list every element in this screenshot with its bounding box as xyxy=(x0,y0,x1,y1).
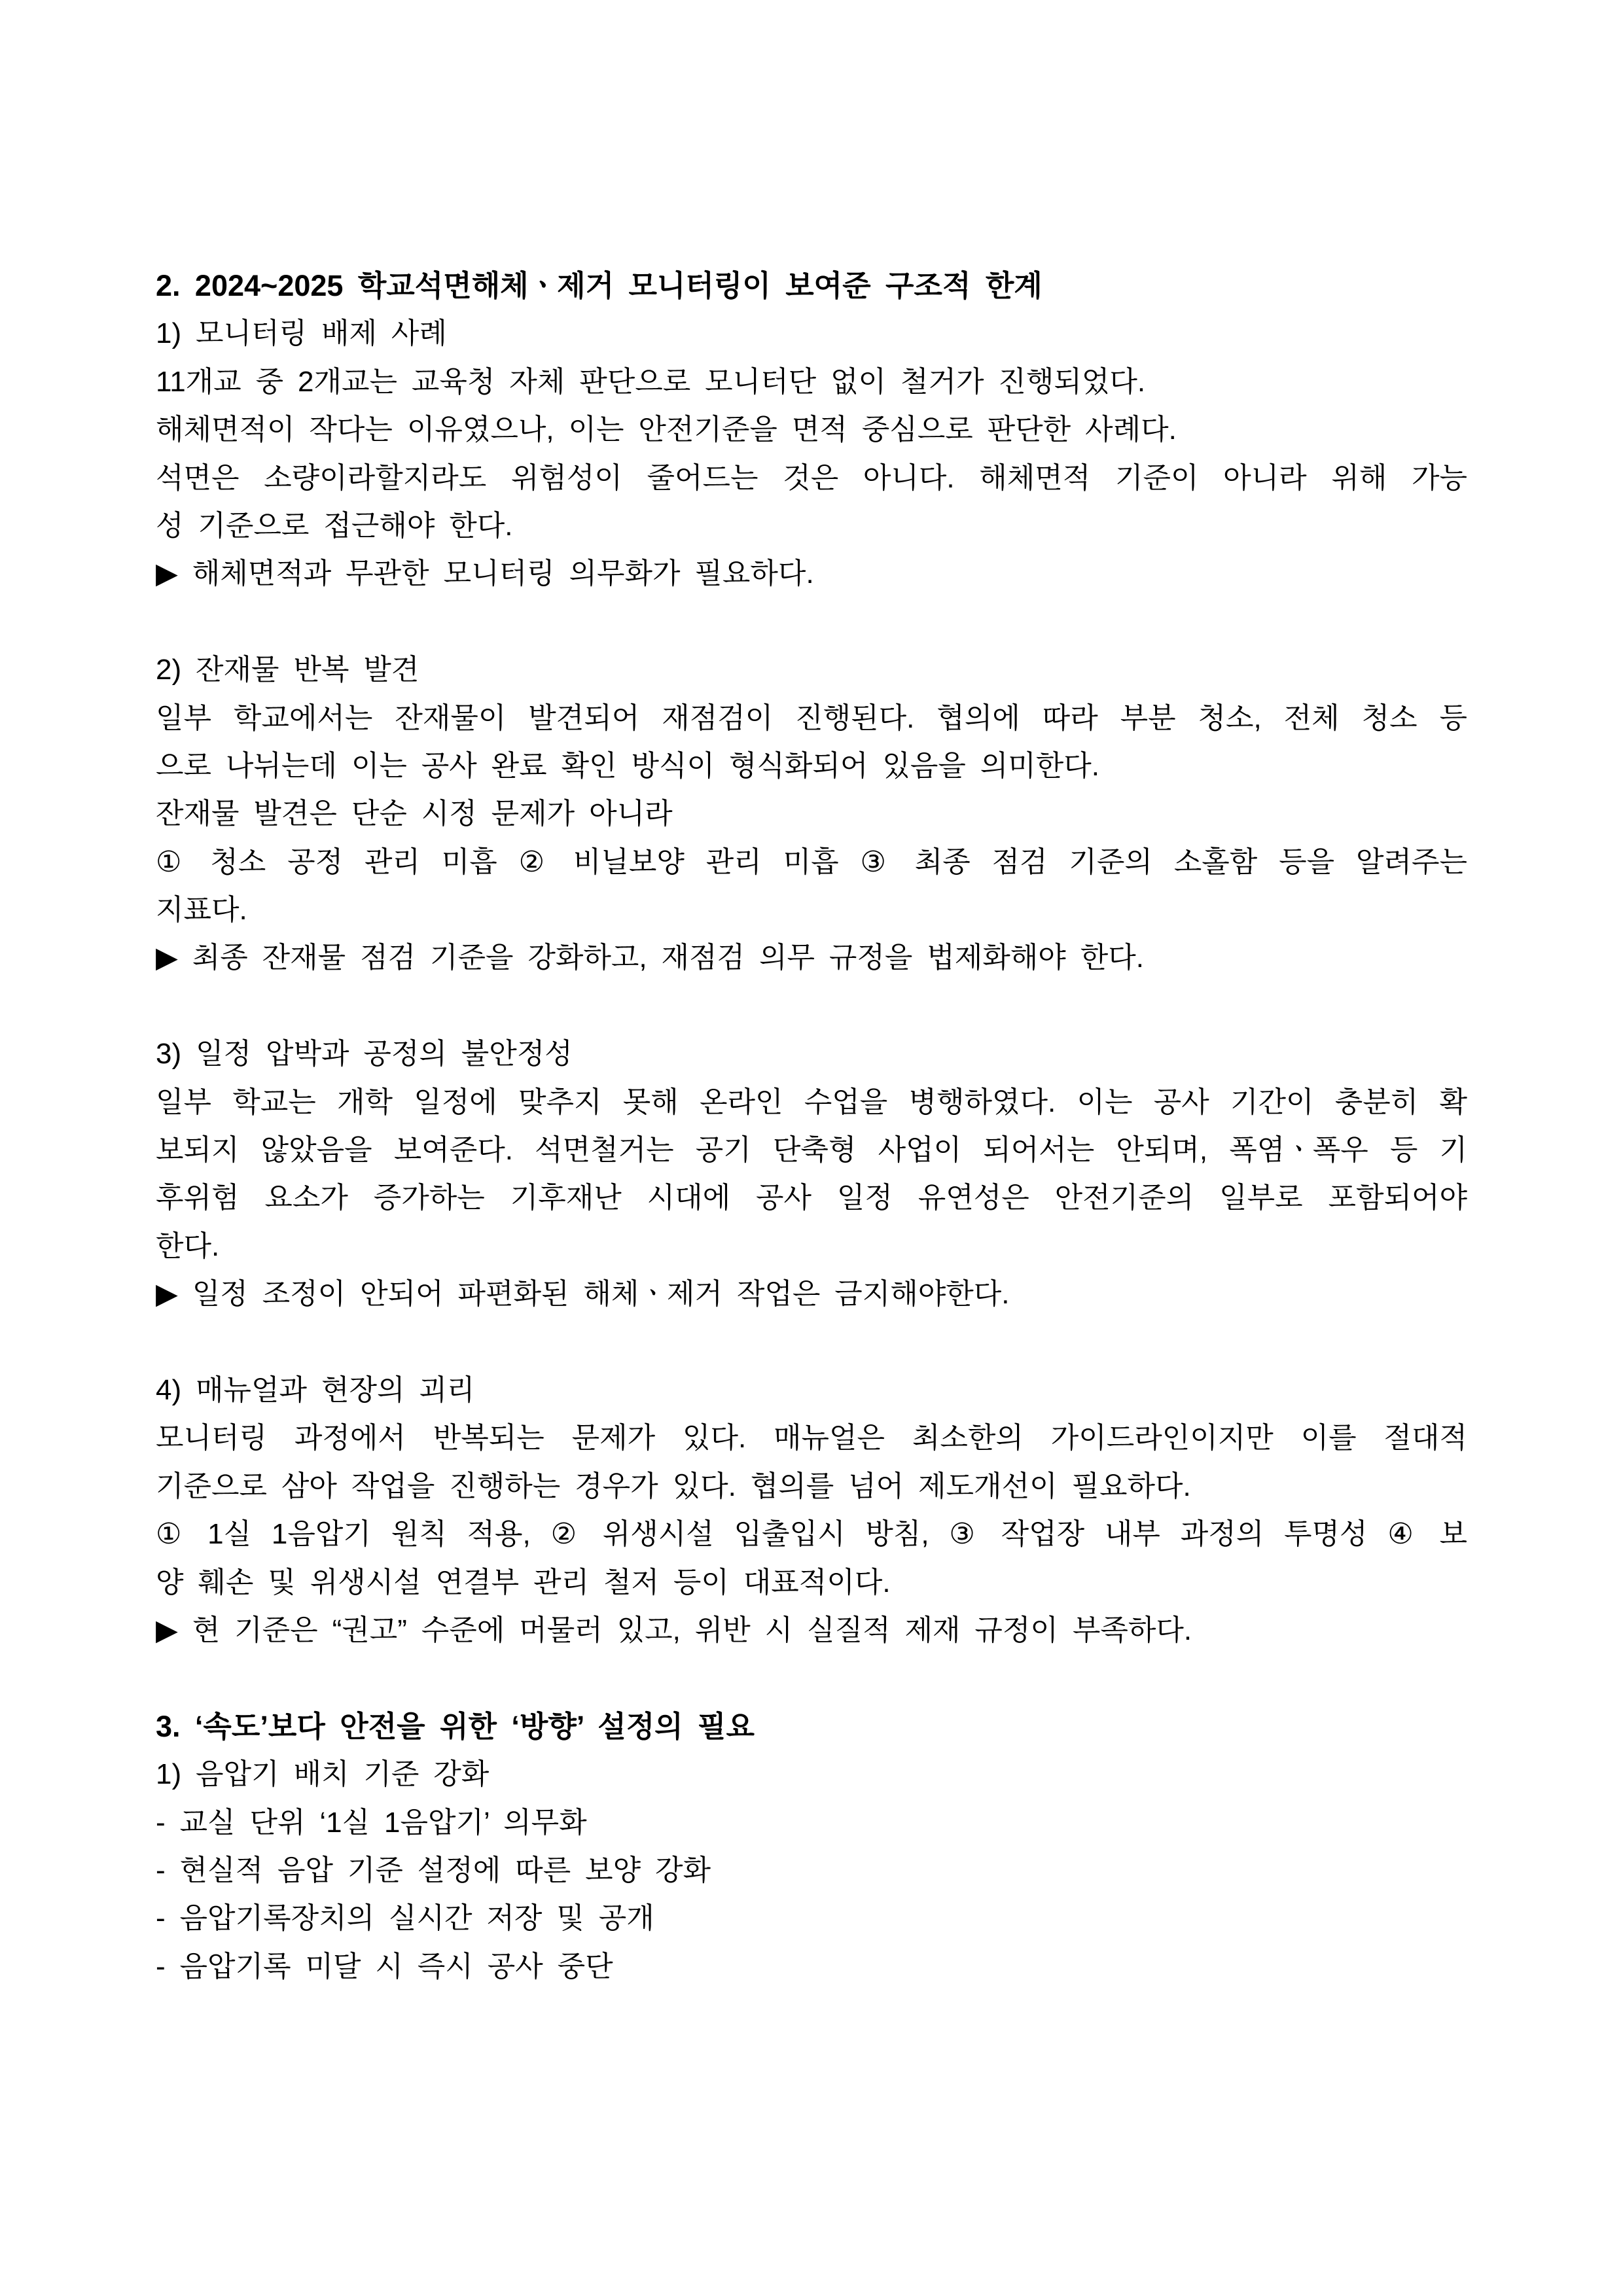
paragraph-line: 보되지 않았음을 보여준다. 석면철거는 공기 단축형 사업이 되어서는 안되며, 폭염ㆍ폭우 등 기 xyxy=(156,1134,1467,1167)
paragraph-line: 한다. xyxy=(156,1229,220,1262)
document-content xyxy=(156,262,1467,1990)
bullet-item: - 교실 단위 ‘1실 1음압기’ 의무화 xyxy=(156,1806,587,1839)
paragraph-line: 지표다. xyxy=(156,894,247,927)
paragraph-line: 일부 학교는 개학 일정에 맞추지 못해 온라인 수업을 병행하였다. 이는 공사 기간이 충분히 확 xyxy=(156,1086,1467,1118)
numbered-note-line: ① 청소 공정 관리 미흡 ② 비닐보양 관리 미흡 ③ 최종 점검 기준의 소홀함 등을 알려주는 xyxy=(156,845,1467,878)
subsection-1-title: 1) 모니터링 배제 사례 xyxy=(156,317,447,350)
paragraph-line: 후위험 요소가 증가하는 기후재난 시대에 공사 일정 유연성은 안전기준의 일부로 포함되어야 xyxy=(156,1182,1467,1214)
arrow-recommendation: ▶ 최종 잔재물 점검 기준을 강화하고, 재점검 의무 규정을 법제화해야 한다. xyxy=(156,942,1144,974)
paragraph-line: 일부 학교에서는 잔재물이 발견되어 재점검이 진행된다. 협의에 따라 부분 청소, 전체 청소 등 xyxy=(156,701,1467,734)
bullet-item: - 현실적 음압 기준 설정에 따른 보양 강화 xyxy=(156,1854,711,1886)
paragraph-line: 11개교 중 2개교는 교육청 자체 판단으로 모니터단 없이 철거가 진행되었다. xyxy=(156,365,1146,398)
spacer xyxy=(156,1654,1467,1702)
arrow-recommendation: ▶ 현 기준은 “권고” 수준에 머물러 있고, 위반 시 실질적 제재 규정이 부족하다. xyxy=(156,1614,1192,1646)
paragraph-line: 잔재물 발견은 단순 시정 문제가 아니라 xyxy=(156,798,673,830)
subsection-1-title: 1) 음압기 배치 기준 강화 xyxy=(156,1758,490,1791)
bullet-item: - 음압기록장치의 실시간 저장 및 공개 xyxy=(156,1902,654,1935)
subsection-3-title: 3) 일정 압박과 공정의 불안정성 xyxy=(156,1038,573,1070)
subsection-4-title: 4) 매뉴얼과 현장의 괴리 xyxy=(156,1373,475,1406)
spacer xyxy=(156,982,1467,1030)
paragraph-line: 기준으로 삼아 작업을 진행하는 경우가 있다. 협의를 넘어 제도개선이 필요하다. xyxy=(156,1470,1191,1502)
arrow-recommendation: ▶ 해체면적과 무관한 모니터링 의무화가 필요하다. xyxy=(156,557,814,590)
spacer xyxy=(156,598,1467,646)
paragraph-line: 모니터링 과정에서 반복되는 문제가 있다. 매뉴얼은 최소한의 가이드라인이지만 이를 절대적 xyxy=(156,1422,1467,1455)
spacer xyxy=(156,1318,1467,1366)
paragraph-line: 으로 나뉘는데 이는 공사 완료 확인 방식이 형식화되어 있음을 의미한다. xyxy=(156,749,1099,782)
paragraph-line: 성 기준으로 접근해야 한다. xyxy=(156,509,513,542)
arrow-recommendation: ▶ 일정 조정이 안되어 파편화된 해체ㆍ제거 작업은 금지해야한다. xyxy=(156,1278,1010,1311)
section-heading-2: 2. 2024~2025 학교석면해체ㆍ제거 모니터링이 보여준 구조적 한계 xyxy=(156,269,1043,302)
section-heading-3: 3. ‘속도’보다 안전을 위한 ‘방향’ 설정의 필요 xyxy=(156,1709,755,1743)
bullet-item: - 음압기록 미달 시 즉시 공사 중단 xyxy=(156,1950,613,1983)
paragraph-line: 해체면적이 작다는 이유였으나, 이는 안전기준을 면적 중심으로 판단한 사례다. xyxy=(156,414,1177,446)
paragraph-line: 양 훼손 및 위생시설 연결부 관리 철저 등이 대표적이다. xyxy=(156,1566,891,1598)
paragraph-line: 석면은 소량이라할지라도 위험성이 줄어드는 것은 아니다. 해체면적 기준이 아니라 위해 가능 xyxy=(156,461,1467,494)
subsection-2-title: 2) 잔재물 반복 발견 xyxy=(156,654,419,686)
numbered-note-line: ① 1실 1음압기 원칙 적용, ② 위생시설 입출입시 방침, ③ 작업장 내부 과정의 투명성 ④ 보 xyxy=(156,1518,1467,1551)
